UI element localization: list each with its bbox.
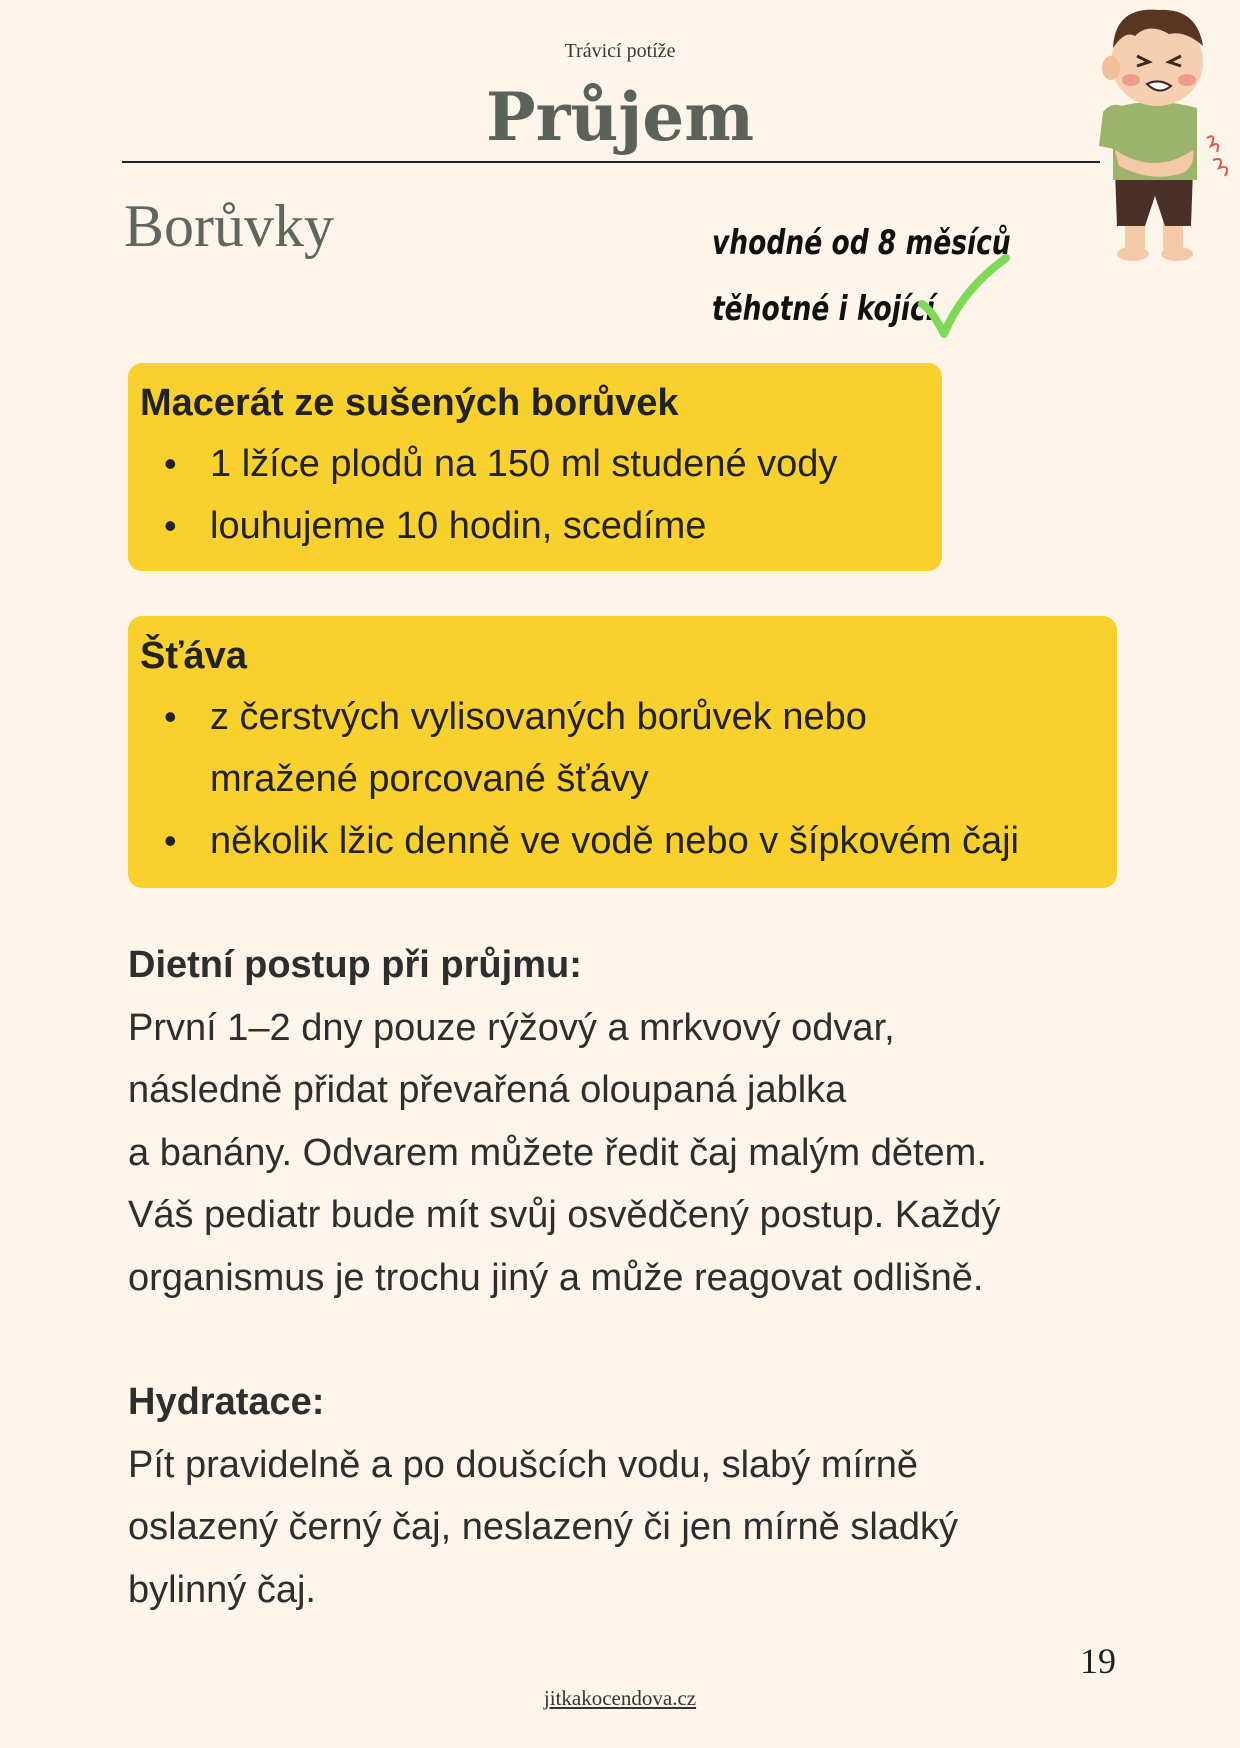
hydration-line: bylinný čaj. — [128, 1568, 316, 1611]
checkmark-icon — [918, 252, 1010, 351]
diet-line: Váš pediatr bude mít svůj osvědčený postup. Každý — [128, 1194, 1001, 1236]
hydration-line: oslazený černý čaj, neslazený či jen mírně sladký — [128, 1506, 959, 1548]
recipe-bullet: • louhujeme 10 hodin, scedíme — [140, 495, 932, 557]
diet-line: následně přidat převařená oloupaná jablka — [128, 1069, 847, 1111]
recipe-title: Macerát ze sušených borůvek — [140, 382, 679, 424]
page-number: 19 — [1080, 1641, 1116, 1681]
herb-name: Borůvky — [124, 193, 334, 259]
recipe-bullets — [140, 433, 932, 557]
recipe-bullet: • několik lžic denně ve vodě nebo v šípkovém čaji — [140, 810, 1107, 872]
suitability-pregnancy: těhotné i kojící — [712, 289, 935, 329]
recipe-bullet: • 1 lžíce plodů na 150 ml studené vody — [140, 433, 932, 495]
diet-line: První 1–2 dny pouze rýžový a mrkvový odvar, — [128, 1006, 895, 1049]
recipe-bullets — [140, 686, 1107, 872]
title-divider — [122, 161, 1100, 163]
recipe-box-maceration — [128, 363, 942, 571]
suitability-age: vhodné od 8 měsíců — [712, 223, 1011, 263]
diet-line: organismus je trochu jiný a může reagovat odlišně. — [128, 1256, 984, 1299]
hydration-line: Pít pravidelně a po doušcích vodu, slabý mírně — [128, 1443, 919, 1486]
diet-heading: Dietní postup při průjmu: — [128, 944, 582, 986]
section-label: Trávicí potíže — [564, 40, 676, 62]
page-title: Průjem — [485, 78, 755, 156]
recipe-title: Šťáva — [140, 635, 247, 677]
hydration-section — [128, 1371, 1128, 1621]
diet-section — [128, 934, 1128, 1309]
recipe-bullet: • z čerstvých vylisovaných borůvek nebo mražené porcované šťávy — [140, 686, 1107, 810]
hydration-heading: Hydratace: — [128, 1381, 325, 1423]
diet-line: a banány. Odvarem můžete ředit čaj malým dětem. — [128, 1131, 987, 1174]
child-stomach-ache-illustration — [1085, 0, 1235, 275]
website-link[interactable]: jitkakocendova.cz — [543, 1686, 697, 1710]
recipe-box-juice — [128, 616, 1117, 888]
